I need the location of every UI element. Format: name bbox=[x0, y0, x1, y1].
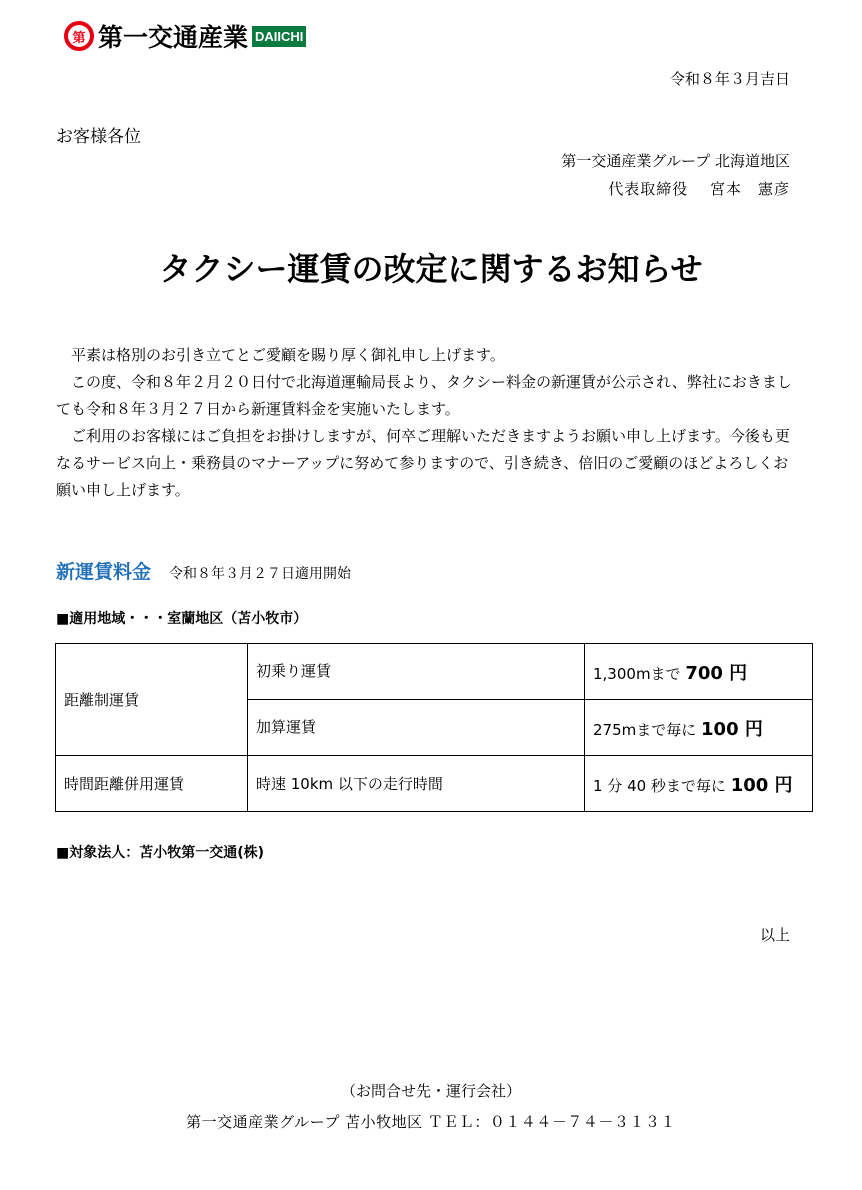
logo-badge: DAIICHI bbox=[252, 26, 306, 47]
fare-value bbox=[585, 700, 813, 756]
logo-emblem-icon bbox=[64, 21, 94, 51]
contact-heading: （お問合せ先・運行会社） bbox=[340, 1082, 521, 1100]
body-paragraph: 平素は格別のお引き立てとご愛顧を賜り厚く御礼申し上げます。 bbox=[71, 346, 505, 364]
section-note: 令和８年３月２７日適用開始 bbox=[169, 566, 352, 582]
table-row bbox=[56, 644, 813, 700]
fare-value bbox=[585, 644, 813, 700]
table-row bbox=[56, 756, 813, 812]
document-date: 令和８年３月吉日 bbox=[669, 70, 790, 88]
section-title: 新運賃料金 bbox=[56, 561, 152, 583]
logo-emblem-text: 第 bbox=[68, 25, 90, 47]
fare-table bbox=[55, 643, 813, 812]
body-paragraph: ご利用のお客様にはご負担をお掛けしますが、何卒ご理解いただきますようお願い申し上げます。今後も更なるサービス向上・乗務員のマナーアップに努めて参りますので、引き続き、倍旧のご愛顧のほどよろしくお願い申し上げます。 bbox=[56, 427, 790, 499]
section-header bbox=[56, 557, 351, 584]
closing-word: 以上 bbox=[759, 926, 790, 944]
fare-value bbox=[585, 756, 813, 812]
contact-line: 第一交通産業グループ 苫小牧地区 ＴＥＬ：０１４４－７４－３１３１ bbox=[186, 1113, 676, 1131]
distance-fare-label: 距離制運賃 bbox=[56, 644, 248, 756]
body-paragraph: この度、令和８年２月２０日付で北海道運輸局長より、タクシー料金の新運賃が公示され、弊社におきましても令和８年３月２７日から新運賃料金を実施いたします。 bbox=[56, 373, 792, 418]
recipient: お客様各位 bbox=[56, 127, 141, 147]
logo-company-name: 第一交通産業 bbox=[98, 23, 249, 52]
fare-condition: 1 分 40 秒まで毎に bbox=[593, 776, 726, 795]
time-fare-label: 時間距離併用運賃 bbox=[56, 756, 248, 812]
company-logo bbox=[64, 18, 306, 54]
fare-price: 700 円 bbox=[685, 662, 748, 684]
fare-item: 時速 10km 以下の走行時間 bbox=[248, 756, 585, 812]
sender-organization: 第一交通産業グループ 北海道地区 bbox=[561, 152, 790, 170]
fare-price: 100 円 bbox=[701, 718, 763, 740]
document-title: タクシー運賃の改定に関するお知らせ bbox=[159, 250, 703, 288]
sender-person: 代表取締役 宮本 憲彦 bbox=[608, 180, 790, 198]
applicable-area: ■適用地域・・・室蘭地区（苫小牧市） bbox=[56, 611, 308, 627]
body-text bbox=[56, 342, 796, 504]
fare-item: 初乗り運賃 bbox=[248, 644, 585, 700]
fare-condition: 275mまで毎に bbox=[593, 720, 697, 739]
fare-item: 加算運賃 bbox=[248, 700, 585, 756]
fare-price: 100 円 bbox=[730, 774, 793, 796]
fare-condition: 1,300mまで bbox=[593, 664, 681, 683]
target-corporation: ■対象法人：苫小牧第一交通(株) bbox=[56, 845, 265, 861]
